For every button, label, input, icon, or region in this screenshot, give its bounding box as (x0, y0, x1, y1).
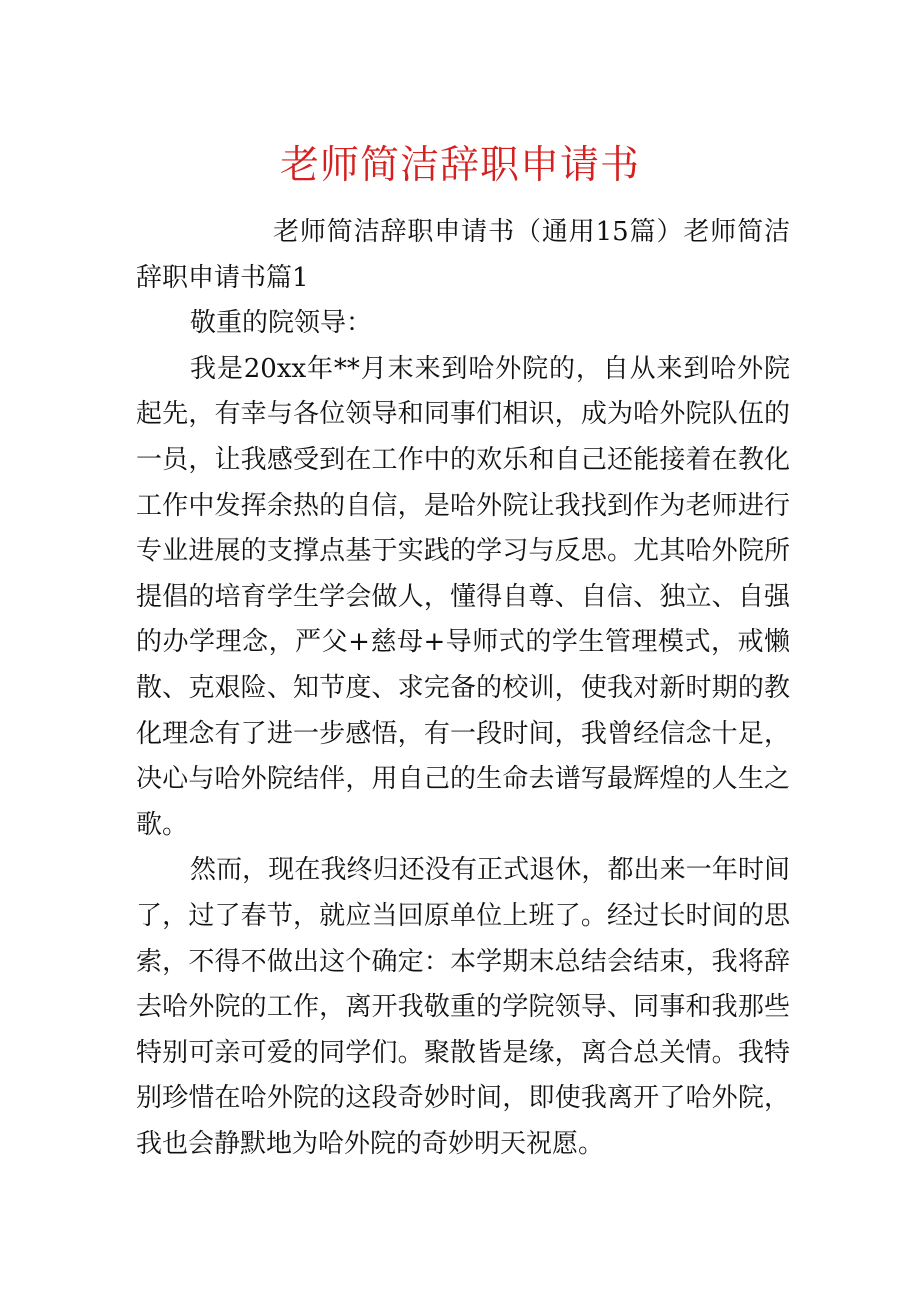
document-title: 老师简洁辞职申请书 (279, 143, 640, 188)
salutation: 敬重的院领导： (190, 308, 373, 339)
body-paragraph-2: 然而，现在我终归还没有正式退休，都出来一年时间了，过了春节，就应当回原单位上班了。经过长时间的思索，不得不做出这个确定：本学期末总结会结束，我将辞去哈外院的工作，离开我敬重的学院领导、同事和我那些特别可亲可爱的同学们。聚散皆是缘，离合总关情。我特别珍惜在哈外院的这段奇妙时间，即使我离开了哈外院，我也会静默地为哈外院的奇妙明天祝愿。 (136, 855, 790, 1159)
document-body (136, 210, 790, 1167)
intro-paragraph: 老师简洁辞职申请书（通用15篇）老师简洁辞职申请书篇1 (136, 217, 790, 293)
body-paragraph-1: 我是20xx年**月末来到哈外院的，自从来到哈外院起先，有幸与各位领导和同事们相识，成为哈外院队伍的一员，让我感受到在工作中的欢乐和自己还能接着在教化工作中发挥余热的自信，是哈外院让我找到作为老师进行专业进展的支撑点基于实践的学习与反思。尤其哈外院所提倡的培育学生学会做人，懂得自尊、自信、独立、自强的办学理念，严父+慈母+导师式的学生管理模式，戒懒散、克艰险、知节度、求完备的校训，使我对新时期的教化理念有了进一步感悟，有一段时间，我曾经信念十足，决心与哈外院结伴，用自己的生命去谱写最辉煌的人生之歌。 (136, 353, 790, 840)
